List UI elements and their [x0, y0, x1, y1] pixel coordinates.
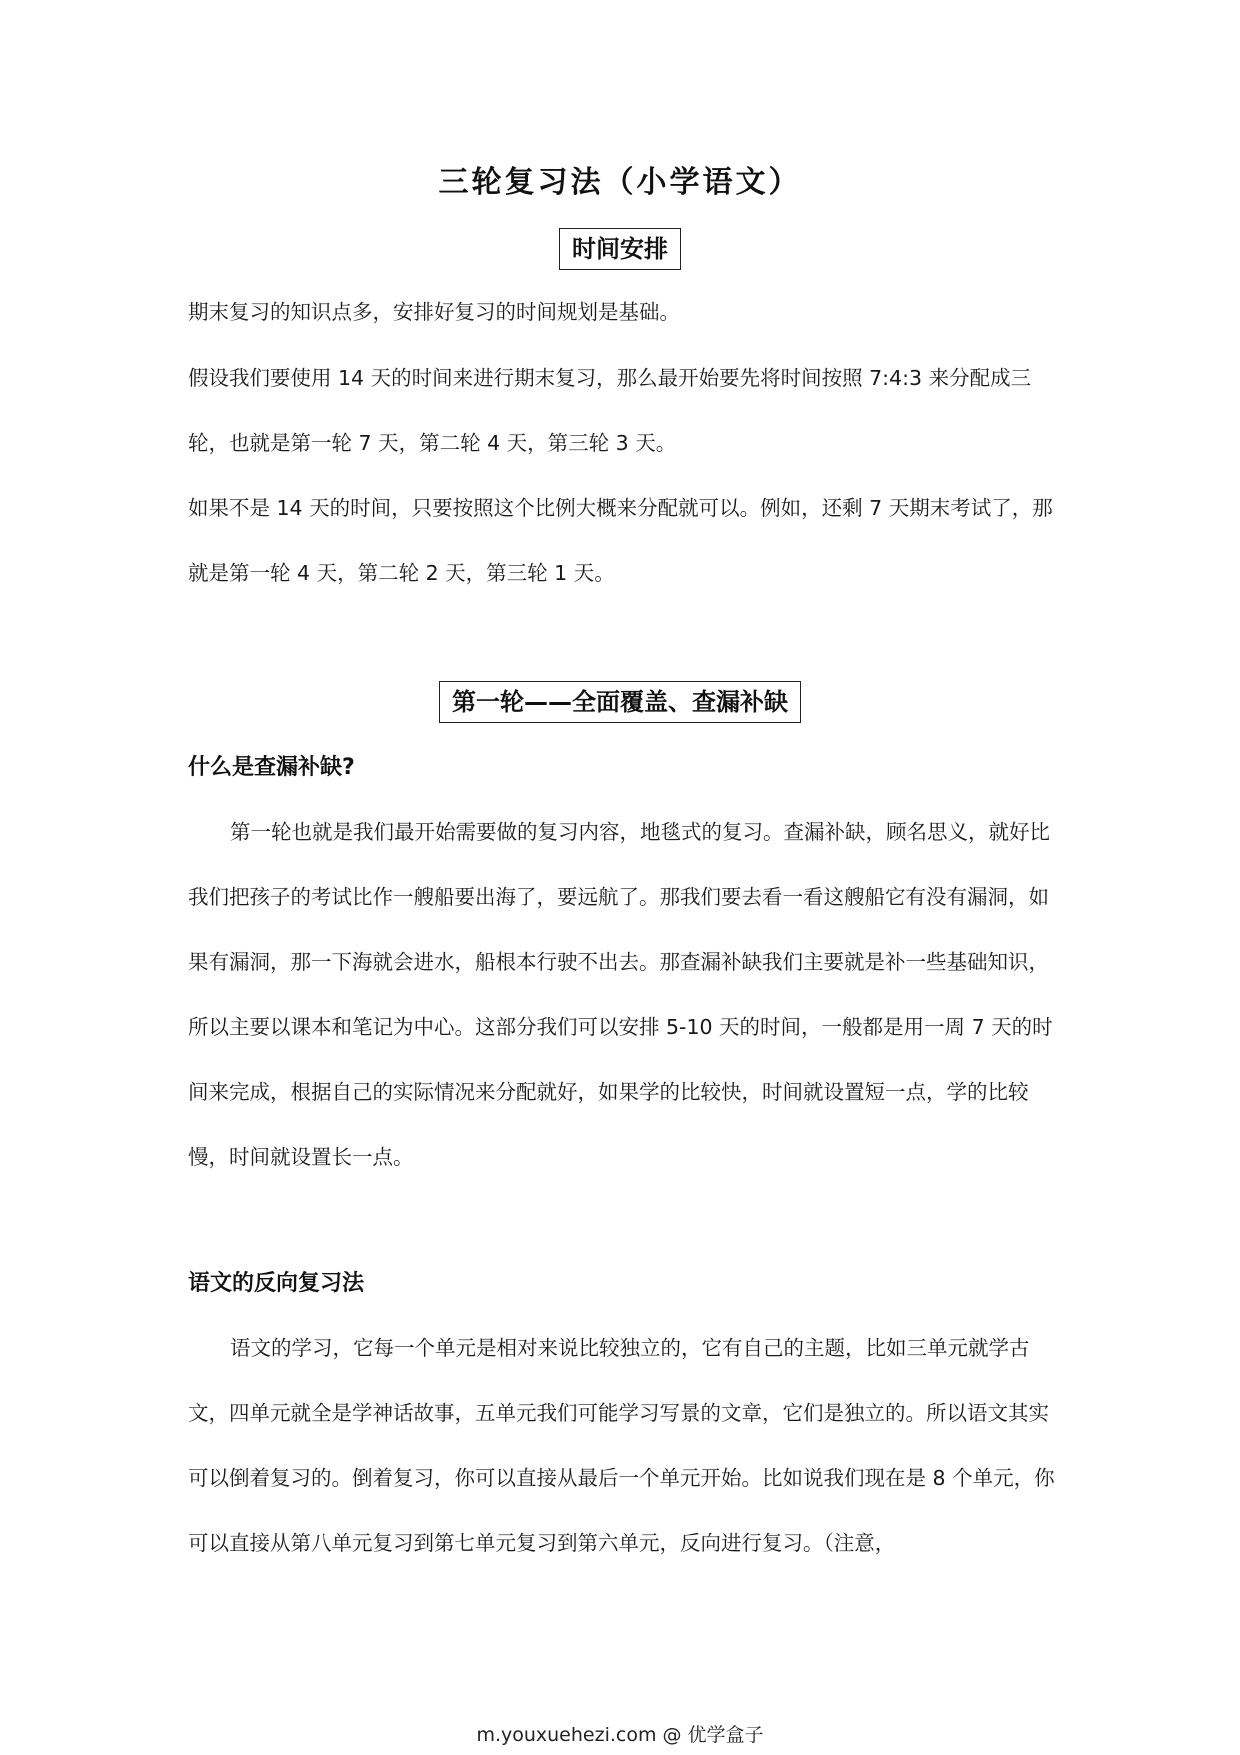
subheading-what-is-check: 什么是查漏补缺? [188, 755, 355, 780]
paragraph-intro: 期末复习的知识点多，安排好复习的时间规划是基础。 [188, 300, 680, 324]
paragraph-example: 如果不是 14 天的时间，只要按照这个比例大概来分配就可以。例如，还剩 7 天期末考试了，那就是第一轮 4 天，第二轮 2 天，第三轮 1 天。 [188, 496, 1053, 585]
section-heading-wrap [0, 681, 1240, 723]
section-heading-time-plan: 时间安排 [559, 228, 681, 270]
section-heading-wrap [0, 228, 1240, 270]
paragraph-round-one: 第一轮也就是我们最开始需要做的复习内容，地毯式的复习。查漏补缺，顾名思义，就好比我们把孩子的考试比作一艘船要出海了，要远航了。那我们要去看一看这艘船它有没有漏洞，如果有漏洞，那一下海就会进水，船根本行驶不出去。那查漏补缺我们主要就是补一些基础知识，所以主要以课本和笔记为中心。这部分我们可以安排 5-10 天的时间，一般都是用一周 7 天的时间来完成，根据自己的实际情况来分配就好，如果学的比较快，时间就设置短一点，学的比较慢，时间就设置长一点。 [188, 820, 1053, 1169]
page-title: 三轮复习法（小学语文） [438, 165, 802, 200]
subheading-reverse-review: 语文的反向复习法 [188, 1271, 365, 1296]
section-heading-round-one: 第一轮——全面覆盖、查漏补缺 [439, 681, 801, 723]
footer-watermark: m.youxuehezi.com @ 优学盒子 [476, 1724, 764, 1746]
paragraph-reverse-review: 语文的学习，它每一个单元是相对来说比较独立的，它有自己的主题，比如三单元就学古文，四单元就全是学神话故事，五单元我们可能学习写景的文章，它们是独立的。所以语文其实可以倒着复习的。倒着复习，你可以直接从最后一个单元开始。比如说我们现在是 8 个单元，你可以直接从第八单元复习到第七单元复习到第六单元，反向进行复习。（注意， [188, 1336, 1055, 1555]
paragraph-ratio: 假设我们要使用 14 天的时间来进行期末复习，那么最开始要先将时间按照 7:4:3 来分配成三轮，也就是第一轮 7 天，第二轮 4 天，第三轮 3 天。 [188, 366, 1032, 455]
